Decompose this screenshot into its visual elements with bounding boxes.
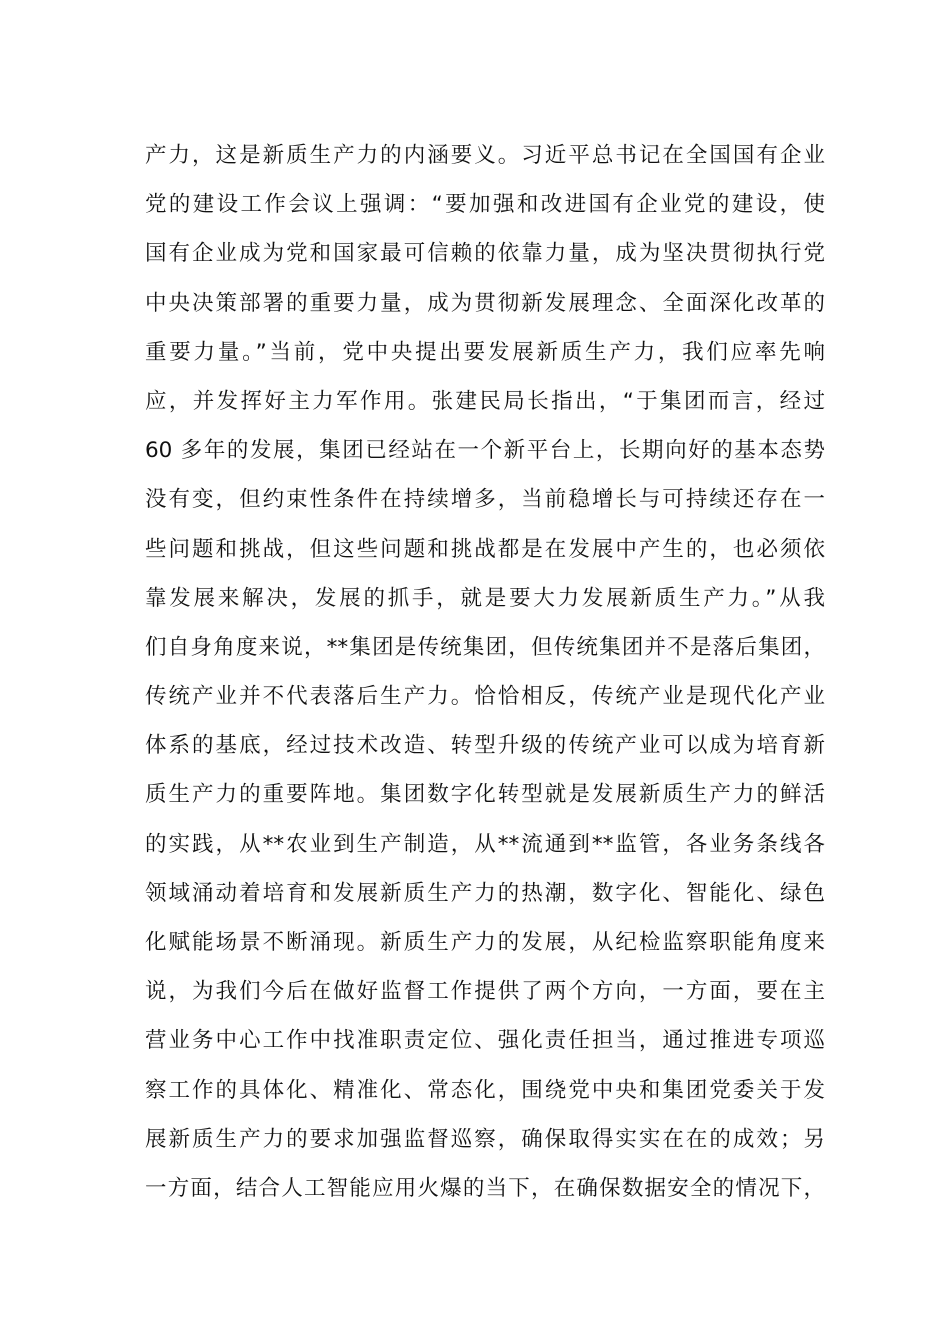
text-line: 质生产力的重要阵地。集团数字化转型就是发展新质生产力的鲜活 (145, 782, 825, 808)
text-line: 60 多年的发展，集团已经站在一个新平台上，长期向好的基本态势 (145, 438, 825, 464)
text-line: 没有变，但约束性条件在持续增多，当前稳增长与可持续还存在一 (145, 487, 825, 513)
text-line: 党的建设工作会议上强调：“要加强和改进国有企业党的建设，使 (145, 192, 825, 218)
text-line: 应，并发挥好主力军作用。张建民局长指出，“于集团而言，经过 (145, 388, 825, 414)
text-line: 中央决策部署的重要力量，成为贯彻新发展理念、全面深化改革的 (145, 290, 825, 316)
text-line: 靠发展来解决，发展的抓手，就是要大力发展新质生产力。”从我 (145, 585, 825, 611)
text-line: 传统产业并不代表落后生产力。恰恰相反，传统产业是现代化产业 (145, 684, 825, 710)
text-line: 体系的基底，经过技术改造、转型升级的传统产业可以成为培育新 (145, 733, 825, 759)
text-line: 重要力量。”当前，党中央提出要发展新质生产力，我们应率先响 (145, 339, 825, 365)
text-line: 展新质生产力的要求加强监督巡察，确保取得实实在在的成效；另 (145, 1126, 825, 1152)
text-line: 们自身角度来说，**集团是传统集团，但传统集团并不是落后集团， (145, 634, 825, 660)
text-line: 领域涌动着培育和发展新质生产力的热潮，数字化、智能化、绿色 (145, 880, 825, 906)
text-line: 些问题和挑战，但这些问题和挑战都是在发展中产生的，也必须依 (145, 536, 825, 562)
text-line: 国有企业成为党和国家最可信赖的依靠力量，成为坚决贯彻执行党 (145, 241, 825, 267)
text-line: 的实践，从**农业到生产制造，从**流通到**监管，各业务条线各 (145, 831, 825, 857)
text-line: 说，为我们今后在做好监督工作提供了两个方向，一方面，要在主 (145, 979, 825, 1005)
text-line: 产力，这是新质生产力的内涵要义。习近平总书记在全国国有企业 (145, 143, 825, 168)
text-line: 化赋能场景不断涌现。新质生产力的发展，从纪检监察职能角度来 (145, 930, 825, 955)
body-paragraph (145, 131, 825, 1213)
text-line: 察工作的具体化、精准化、常态化，围绕党中央和集团党委关于发 (145, 1077, 825, 1103)
text-line: 营业务中心工作中找准职责定位、强化责任担当，通过推进专项巡 (145, 1028, 825, 1054)
text-line: 一方面，结合人工智能应用火爆的当下，在确保数据安全的情况下， (145, 1175, 825, 1201)
